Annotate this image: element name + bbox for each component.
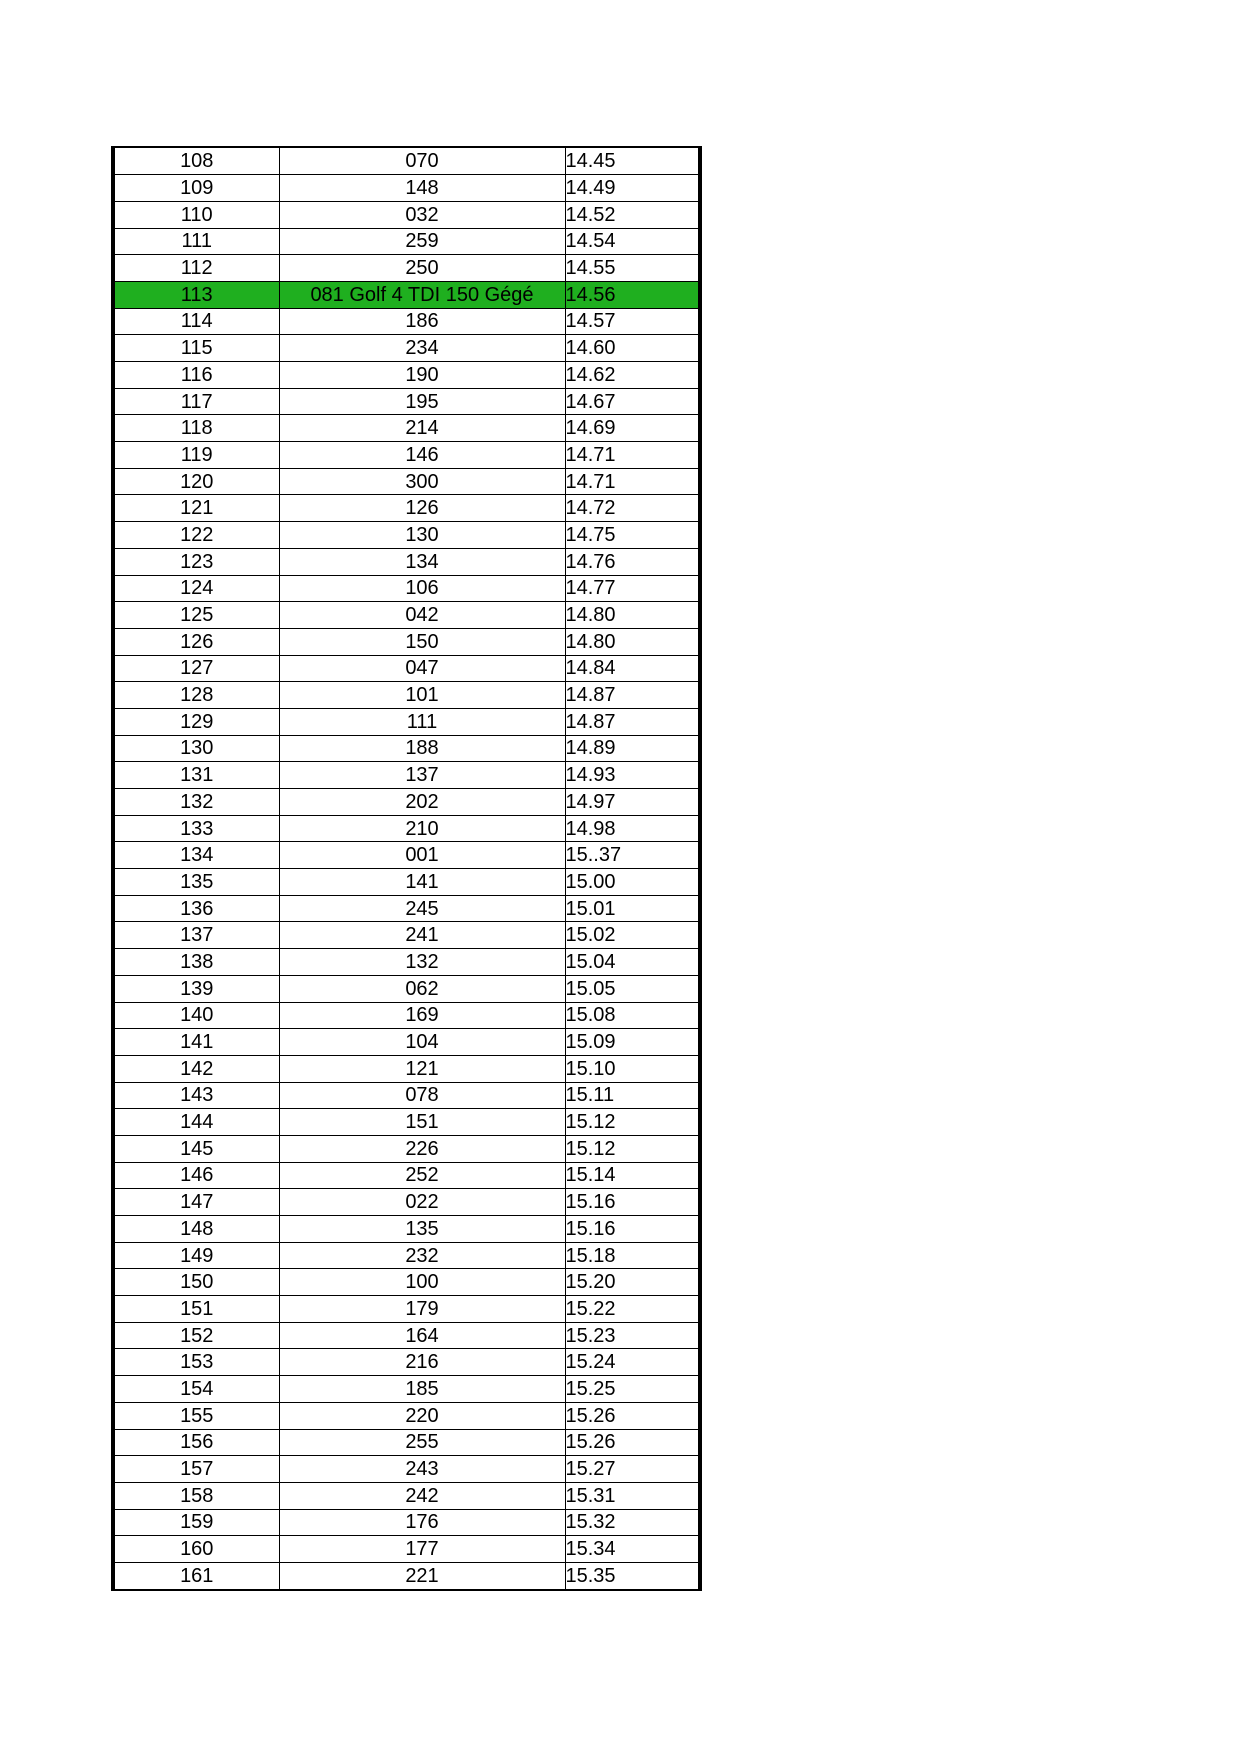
table-row [115,628,698,655]
time-cell: 14.57 [565,308,698,335]
number-cell: 104 [279,1029,565,1056]
time-cell: 15.04 [565,949,698,976]
rank-cell: 136 [115,895,279,922]
time-cell: 14.54 [565,228,698,255]
time-cell: 14.69 [565,415,698,442]
number-cell: 134 [279,548,565,575]
table-row [115,1349,698,1376]
rank-cell: 144 [115,1109,279,1136]
rank-cell: 142 [115,1055,279,1082]
table-row [115,228,698,255]
table-row [115,442,698,469]
table-row [115,1109,698,1136]
rank-cell: 152 [115,1322,279,1349]
number-cell: 241 [279,922,565,949]
table-row [115,1296,698,1323]
rank-cell: 147 [115,1189,279,1216]
table-row [115,949,698,976]
rank-cell: 145 [115,1135,279,1162]
table-row [115,789,698,816]
table-row [115,602,698,629]
table-row [115,148,698,175]
table-row [115,1456,698,1483]
rank-cell: 141 [115,1029,279,1056]
number-cell: 164 [279,1322,565,1349]
time-cell: 15.24 [565,1349,698,1376]
time-cell: 14.93 [565,762,698,789]
time-cell: 14.72 [565,495,698,522]
number-cell: 243 [279,1456,565,1483]
number-cell: 062 [279,975,565,1002]
time-cell: 14.97 [565,789,698,816]
rank-cell: 123 [115,548,279,575]
number-cell: 135 [279,1216,565,1243]
time-cell: 14.55 [565,255,698,282]
time-cell: 14.98 [565,815,698,842]
table-row [115,1376,698,1403]
table-row [115,1189,698,1216]
rank-cell: 135 [115,869,279,896]
table-row [115,815,698,842]
rank-cell: 131 [115,762,279,789]
rank-cell: 151 [115,1296,279,1323]
table-row [115,1216,698,1243]
number-cell: 216 [279,1349,565,1376]
number-cell: 190 [279,362,565,389]
rank-cell: 158 [115,1482,279,1509]
time-cell: 15..37 [565,842,698,869]
rank-cell: 127 [115,655,279,682]
table-row [115,708,698,735]
rank-cell: 120 [115,468,279,495]
rank-cell: 118 [115,415,279,442]
rank-cell: 138 [115,949,279,976]
number-cell: 100 [279,1269,565,1296]
number-cell: 146 [279,442,565,469]
number-cell: 214 [279,415,565,442]
rank-cell: 160 [115,1536,279,1563]
time-cell: 14.71 [565,442,698,469]
table-row [115,735,698,762]
rank-cell: 139 [115,975,279,1002]
time-cell: 14.75 [565,522,698,549]
number-cell: 226 [279,1135,565,1162]
table-row [115,869,698,896]
table-row [115,175,698,202]
time-cell: 15.22 [565,1296,698,1323]
number-cell: 148 [279,175,565,202]
time-cell: 15.20 [565,1269,698,1296]
number-cell: 141 [279,869,565,896]
time-cell: 14.76 [565,548,698,575]
time-cell: 14.80 [565,602,698,629]
time-cell: 15.34 [565,1536,698,1563]
table-row [115,1002,698,1029]
rank-cell: 157 [115,1456,279,1483]
rank-cell: 143 [115,1082,279,1109]
rank-cell: 153 [115,1349,279,1376]
rank-cell: 124 [115,575,279,602]
table-row [115,895,698,922]
rank-cell: 132 [115,789,279,816]
number-cell: 234 [279,335,565,362]
time-cell: 15.26 [565,1429,698,1456]
time-cell: 14.67 [565,388,698,415]
number-cell: 250 [279,255,565,282]
number-cell: 195 [279,388,565,415]
time-cell: 15.02 [565,922,698,949]
number-cell: 245 [279,895,565,922]
number-cell: 132 [279,949,565,976]
table-row [115,922,698,949]
table-row [115,1322,698,1349]
number-cell: 121 [279,1055,565,1082]
time-cell: 14.87 [565,708,698,735]
time-cell: 15.11 [565,1082,698,1109]
rank-cell: 119 [115,442,279,469]
rank-cell: 154 [115,1376,279,1403]
rank-cell: 156 [115,1429,279,1456]
number-cell: 070 [279,148,565,175]
time-cell: 15.12 [565,1135,698,1162]
number-cell: 252 [279,1162,565,1189]
rank-cell: 125 [115,602,279,629]
time-cell: 15.16 [565,1189,698,1216]
table-row [115,975,698,1002]
number-cell: 186 [279,308,565,335]
table-row [115,495,698,522]
table-row [115,575,698,602]
rank-cell: 137 [115,922,279,949]
number-cell: 221 [279,1562,565,1589]
number-cell: 130 [279,522,565,549]
rank-cell: 149 [115,1242,279,1269]
table-row [115,655,698,682]
number-cell: 078 [279,1082,565,1109]
table-row [115,362,698,389]
number-cell: 176 [279,1509,565,1536]
rank-cell: 129 [115,708,279,735]
number-cell: 179 [279,1296,565,1323]
table-row [115,1055,698,1082]
table-row [115,308,698,335]
number-cell: 150 [279,628,565,655]
table-row [115,201,698,228]
rank-cell: 112 [115,255,279,282]
table-row [115,1242,698,1269]
time-cell: 15.01 [565,895,698,922]
time-cell: 14.77 [565,575,698,602]
time-cell: 15.35 [565,1562,698,1589]
time-cell: 15.09 [565,1029,698,1056]
table-row [115,1269,698,1296]
time-cell: 14.52 [565,201,698,228]
number-cell: 169 [279,1002,565,1029]
time-cell: 14.84 [565,655,698,682]
table-row [115,415,698,442]
number-cell: 232 [279,1242,565,1269]
number-cell: 111 [279,708,565,735]
table-row-highlighted [115,281,698,308]
rank-cell: 111 [115,228,279,255]
rank-cell: 108 [115,148,279,175]
table-row [115,1402,698,1429]
number-cell: 032 [279,201,565,228]
rank-cell: 150 [115,1269,279,1296]
number-cell: 300 [279,468,565,495]
table-row [115,522,698,549]
rank-cell: 115 [115,335,279,362]
rank-cell: 121 [115,495,279,522]
time-cell: 15.25 [565,1376,698,1403]
rank-cell: 130 [115,735,279,762]
number-cell: 242 [279,1482,565,1509]
time-cell: 15.27 [565,1456,698,1483]
rank-cell: 133 [115,815,279,842]
rank-cell: 110 [115,201,279,228]
time-cell: 14.45 [565,148,698,175]
time-cell: 15.05 [565,975,698,1002]
time-cell: 14.60 [565,335,698,362]
table-row [115,1536,698,1563]
number-cell: 001 [279,842,565,869]
table-row [115,1482,698,1509]
rank-cell: 114 [115,308,279,335]
number-cell: 151 [279,1109,565,1136]
rank-cell: 122 [115,522,279,549]
time-cell: 15.16 [565,1216,698,1243]
time-cell: 14.56 [565,281,698,308]
number-cell: 101 [279,682,565,709]
table-row [115,1162,698,1189]
time-cell: 14.62 [565,362,698,389]
number-cell: 047 [279,655,565,682]
time-cell: 14.89 [565,735,698,762]
rank-cell: 117 [115,388,279,415]
table-row [115,468,698,495]
table-row [115,335,698,362]
table-row [115,762,698,789]
table-row [115,1135,698,1162]
number-cell: 106 [279,575,565,602]
time-cell: 14.49 [565,175,698,202]
time-cell: 15.12 [565,1109,698,1136]
number-cell: 126 [279,495,565,522]
number-cell: 177 [279,1536,565,1563]
rank-cell: 146 [115,1162,279,1189]
number-cell: 202 [279,789,565,816]
time-cell: 15.10 [565,1055,698,1082]
time-cell: 15.23 [565,1322,698,1349]
table-row [115,842,698,869]
number-cell: 259 [279,228,565,255]
rank-cell: 161 [115,1562,279,1589]
time-cell: 15.08 [565,1002,698,1029]
table-row [115,388,698,415]
results-sheet [111,146,702,1591]
time-cell: 15.26 [565,1402,698,1429]
rank-cell: 128 [115,682,279,709]
number-cell: 185 [279,1376,565,1403]
table-row [115,1029,698,1056]
results-table-body [115,148,698,1589]
table-row [115,1429,698,1456]
time-cell: 14.80 [565,628,698,655]
rank-cell: 113 [115,281,279,308]
number-cell: 042 [279,602,565,629]
time-cell: 14.87 [565,682,698,709]
time-cell: 15.14 [565,1162,698,1189]
results-table [115,148,698,1589]
number-cell: 220 [279,1402,565,1429]
rank-cell: 116 [115,362,279,389]
rank-cell: 109 [115,175,279,202]
number-cell: 022 [279,1189,565,1216]
table-row [115,1562,698,1589]
time-cell: 15.18 [565,1242,698,1269]
table-row [115,548,698,575]
time-cell: 15.31 [565,1482,698,1509]
rank-cell: 148 [115,1216,279,1243]
time-cell: 15.00 [565,869,698,896]
time-cell: 15.32 [565,1509,698,1536]
number-cell: 210 [279,815,565,842]
time-cell: 14.71 [565,468,698,495]
rank-cell: 126 [115,628,279,655]
table-row [115,1509,698,1536]
number-cell: 255 [279,1429,565,1456]
rank-cell: 159 [115,1509,279,1536]
table-row [115,1082,698,1109]
rank-cell: 134 [115,842,279,869]
number-cell: 188 [279,735,565,762]
rank-cell: 140 [115,1002,279,1029]
number-cell: 081 Golf 4 TDI 150 Gégé [279,281,565,308]
number-cell: 137 [279,762,565,789]
table-row [115,255,698,282]
rank-cell: 155 [115,1402,279,1429]
table-row [115,682,698,709]
